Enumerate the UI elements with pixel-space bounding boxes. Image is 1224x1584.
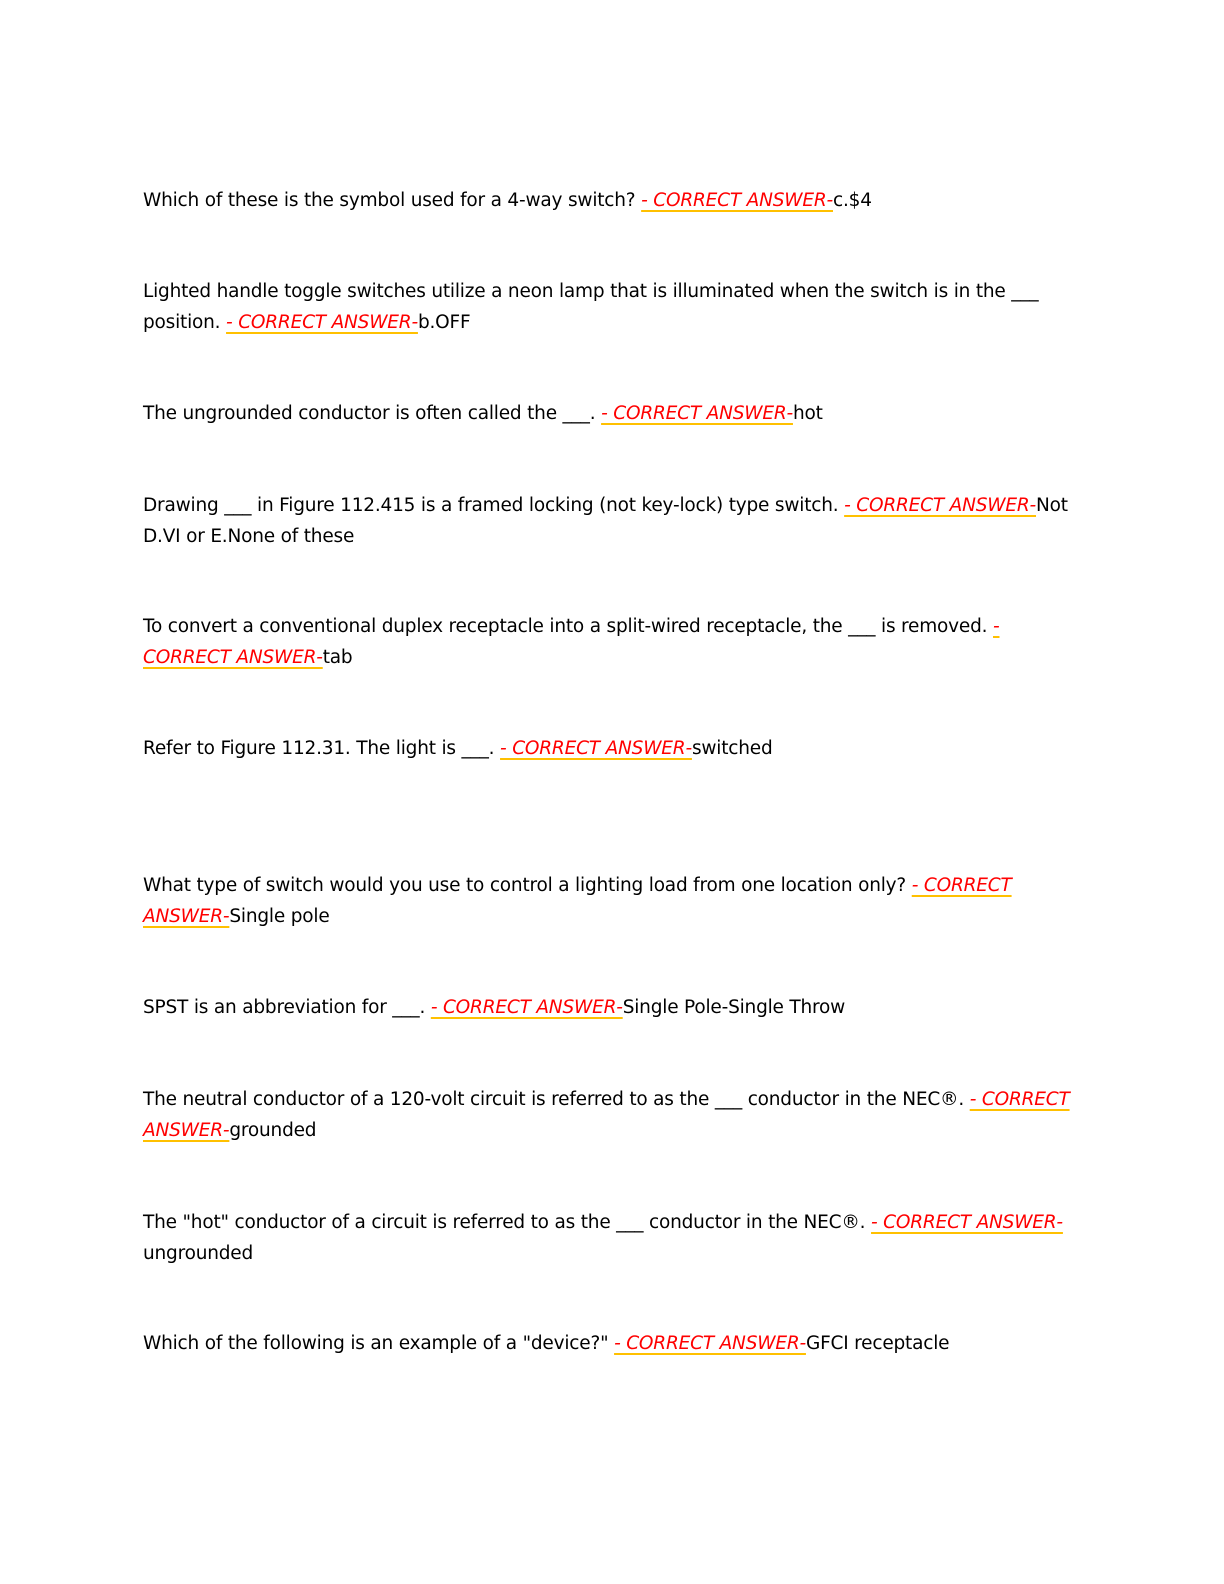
- answer-text: grounded: [229, 1119, 317, 1141]
- correct-answer-label: - CORRECT ANSWER-: [641, 190, 833, 211]
- correct-answer-label: - CORRECT ANSWER-: [601, 403, 793, 424]
- answer-text: b.OFF: [417, 311, 471, 333]
- correct-answer-label: - CORRECT ANSWER-: [614, 1333, 806, 1354]
- qa-item-7: [143, 871, 1073, 932]
- correct-answer-label: - CORRECT ANSWER-: [500, 738, 692, 759]
- qa-item-6: [143, 734, 1073, 765]
- question-text: To convert a conventional duplex receptacle into a split-wired receptacle, the ___ is removed.: [143, 616, 994, 637]
- question-text: The ungrounded conductor is often called the ___.: [143, 403, 602, 424]
- qa-item-1: [143, 186, 1073, 217]
- question-text: The neutral conductor of a 120-volt circuit is referred to as the ___ conductor in the NEC®.: [143, 1089, 970, 1110]
- question-text: Which of the following is an example of a "device?": [143, 1333, 615, 1354]
- question-text: Which of these is the symbol used for a 4-way switch?: [143, 190, 642, 211]
- qa-item-3: [143, 399, 1073, 430]
- question-text: SPST is an abbreviation for ___.: [143, 997, 431, 1018]
- answer-text: c.$4: [833, 190, 872, 211]
- qa-item-4: [143, 491, 1073, 552]
- correct-answer-label: - CORRECT ANSWER-: [143, 875, 1012, 927]
- qa-item-5: [143, 612, 1073, 673]
- qa-item-10: [143, 1208, 1073, 1269]
- correct-answer-label: - CORRECT ANSWER-: [844, 495, 1037, 516]
- answer-text: Single Pole-Single Throw: [622, 997, 846, 1018]
- answer-text: GFCI receptacle: [805, 1333, 950, 1354]
- qa-item-9: [143, 1085, 1073, 1146]
- qa-item-2: [143, 277, 1073, 338]
- question-text: Refer to Figure 112.31. The light is ___.: [143, 738, 501, 759]
- correct-answer-label: - CORRECT ANSWER-: [226, 311, 418, 333]
- answer-text: switched: [691, 738, 773, 759]
- answer-text: Not D.VI or E.None of these: [143, 495, 1068, 547]
- qa-item-8: [143, 993, 1073, 1024]
- question-text: Lighted handle toggle switches utilize a neon lamp that is illuminated when the switch is in the ___ position.: [143, 281, 1039, 333]
- answer-text: ungrounded: [143, 1242, 254, 1264]
- correct-answer-label: - CORRECT ANSWER-: [143, 1089, 1070, 1141]
- question-text: What type of switch would you use to control a lighting load from one location only?: [143, 875, 912, 896]
- question-text: The "hot" conductor of a circuit is referred to as the ___ conductor in the NEC®.: [143, 1212, 872, 1233]
- qa-item-11: [143, 1329, 1073, 1360]
- correct-answer-label: - CORRECT ANSWER-: [430, 997, 623, 1018]
- answer-text: tab: [322, 646, 353, 668]
- correct-answer-label: - CORRECT ANSWER-: [143, 616, 1000, 668]
- answer-text: Single pole: [229, 905, 330, 927]
- correct-answer-label: - CORRECT ANSWER-: [871, 1212, 1063, 1233]
- question-text: Drawing ___ in Figure 112.415 is a framed locking (not key-lock) type switch.: [143, 495, 845, 516]
- answer-text: hot: [792, 403, 823, 424]
